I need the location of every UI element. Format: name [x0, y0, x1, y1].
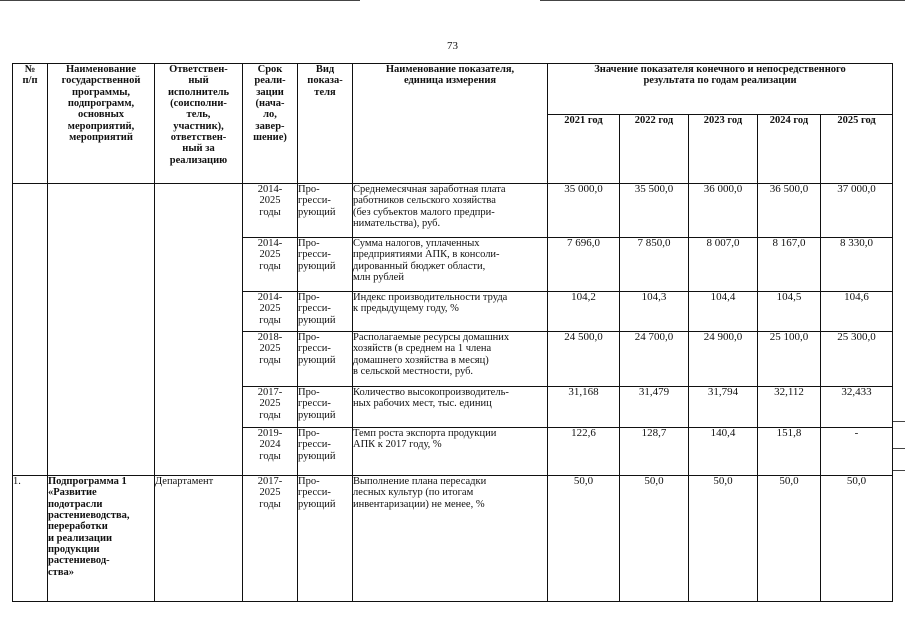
row-value-cell: 50,0: [689, 476, 758, 602]
row-responsible-cell: Департамент: [155, 476, 243, 602]
scan-edge-mark: [893, 470, 905, 471]
scan-edge-mark: [893, 448, 905, 449]
row-indicator-cell: Выполнение плана пересадки лесных культур (по итогам инвентаризации) не менее, %: [353, 476, 548, 602]
header-term: Срок реали- зации (нача- ло, завер- шение): [243, 64, 298, 184]
row-term-cell: 2014- 2025 годы: [243, 238, 298, 292]
row-value-cell: 37 000,0: [821, 184, 893, 238]
row-value-cell: 8 167,0: [758, 238, 821, 292]
header-year: 2022 год: [620, 115, 689, 184]
row-value-cell: 104,6: [821, 292, 893, 332]
row-value-cell: 31,794: [689, 387, 758, 428]
row-value-cell: 35 000,0: [548, 184, 620, 238]
table-row: [13, 476, 893, 602]
row-value-cell: 25 300,0: [821, 332, 893, 387]
row-value-cell: 104,2: [548, 292, 620, 332]
row-value-cell: 7 696,0: [548, 238, 620, 292]
row-value-cell: 50,0: [620, 476, 689, 602]
table-header: [13, 64, 893, 184]
row-value-cell: 35 500,0: [620, 184, 689, 238]
row-value-cell: 24 700,0: [620, 332, 689, 387]
header-year: 2025 год: [821, 115, 893, 184]
scan-edge-mark: [893, 421, 905, 422]
row-value-cell: 104,5: [758, 292, 821, 332]
row-indicator-cell: Среднемесячная заработная плата работников сельского хозяйства (без субъектов малого предпри- нимательства), руб.: [353, 184, 548, 238]
row-value-cell: 50,0: [548, 476, 620, 602]
row-value-cell: 36 000,0: [689, 184, 758, 238]
row-term-cell: 2017- 2025 годы: [243, 387, 298, 428]
row-term-cell: 2017- 2025 годы: [243, 476, 298, 602]
row-indicator-cell: Количество высокопроизводитель- ных рабочих мест, тыс. единиц: [353, 387, 548, 428]
row-kind-cell: Про- гресси- рующий: [298, 387, 353, 428]
row-value-cell: 8 330,0: [821, 238, 893, 292]
row-value-cell: 32,112: [758, 387, 821, 428]
indicators-table: [12, 63, 893, 602]
row-kind-cell: Про- гресси- рующий: [298, 238, 353, 292]
row-kind-cell: Про- гресси- рующий: [298, 428, 353, 476]
scan-edge-mark: [540, 0, 905, 1]
row-value-cell: 31,168: [548, 387, 620, 428]
header-program: Наименование государственной программы, подпрограмм, основных мероприятий, мероприятий: [48, 64, 155, 184]
row-term-cell: 2014- 2025 годы: [243, 292, 298, 332]
row-value-cell: 36 500,0: [758, 184, 821, 238]
row-indicator-cell: Сумма налогов, уплаченных предприятиями АПК, в консоли- дированный бюджет области, млн рублей: [353, 238, 548, 292]
row-program-cell: [48, 184, 155, 476]
page-number: 73: [447, 40, 458, 52]
header-values-group: Значение показателя конечного и непосредственного результата по годам реализации: [548, 64, 893, 115]
row-value-cell: 24 900,0: [689, 332, 758, 387]
row-kind-cell: Про- гресси- рующий: [298, 476, 353, 602]
row-num-cell: [13, 184, 48, 476]
row-kind-cell: Про- гресси- рующий: [298, 332, 353, 387]
header-responsible: Ответствен- ный исполнитель (соисполни- тель, участник), ответствен- ный за реализацию: [155, 64, 243, 184]
row-value-cell: 31,479: [620, 387, 689, 428]
row-value-cell: 140,4: [689, 428, 758, 476]
row-value-cell: 50,0: [758, 476, 821, 602]
row-term-cell: 2014- 2025 годы: [243, 184, 298, 238]
row-indicator-cell: Темп роста экспорта продукции АПК к 2017 году, %: [353, 428, 548, 476]
table-body: [13, 184, 893, 602]
row-value-cell: 128,7: [620, 428, 689, 476]
row-term-cell: 2019- 2024 годы: [243, 428, 298, 476]
row-num-cell: 1.: [13, 476, 48, 602]
row-value-cell: 25 100,0: [758, 332, 821, 387]
row-value-cell: 8 007,0: [689, 238, 758, 292]
row-value-cell: 24 500,0: [548, 332, 620, 387]
row-value-cell: 104,3: [620, 292, 689, 332]
row-value-cell: 50,0: [821, 476, 893, 602]
row-value-cell: 32,433: [821, 387, 893, 428]
row-indicator-cell: Располагаемые ресурсы домашних хозяйств (в среднем на 1 члена домашнего хозяйства в месяц) в сельской местности, руб.: [353, 332, 548, 387]
row-value-cell: 7 850,0: [620, 238, 689, 292]
row-value-cell: 122,6: [548, 428, 620, 476]
header-num: № п/п: [13, 64, 48, 184]
row-term-cell: 2018- 2025 годы: [243, 332, 298, 387]
row-value-cell: 151,8: [758, 428, 821, 476]
header-year: 2023 год: [689, 115, 758, 184]
scan-edge-mark: [0, 0, 360, 1]
header-indicator: Наименование показателя, единица измерения: [353, 64, 548, 184]
row-value-cell: -: [821, 428, 893, 476]
row-kind-cell: Про- гресси- рующий: [298, 292, 353, 332]
row-kind-cell: Про- гресси- рующий: [298, 184, 353, 238]
table-row: [13, 184, 893, 238]
header-year: 2021 год: [548, 115, 620, 184]
row-responsible-cell: [155, 184, 243, 476]
row-indicator-cell: Индекс производительности труда к предыдущему году, %: [353, 292, 548, 332]
header-kind: Вид показа- теля: [298, 64, 353, 184]
row-value-cell: 104,4: [689, 292, 758, 332]
header-year: 2024 год: [758, 115, 821, 184]
row-program-cell: Подпрограмма 1 «Развитие подотрасли растениеводства, переработки и реализации продукции растениевод- ства»: [48, 476, 155, 602]
